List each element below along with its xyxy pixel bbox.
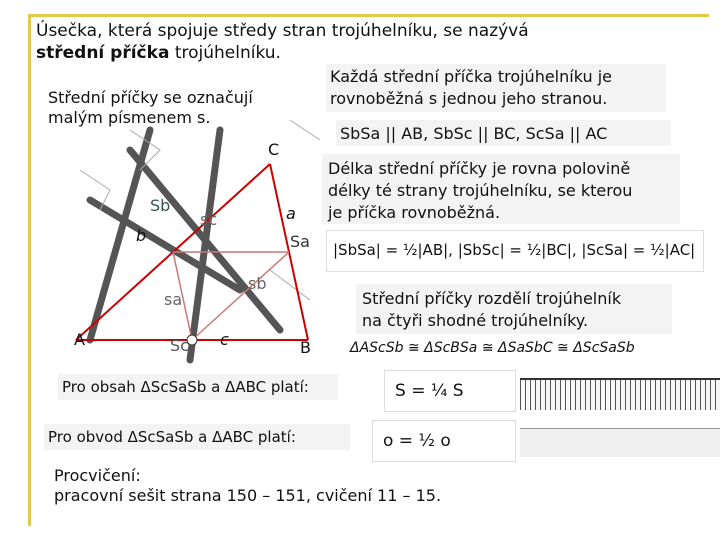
fact-parallel-line1: Každá střední příčka trojúhelníku je: [330, 67, 612, 86]
fact-relations: SbSa || AB, SbSc || BC, ScSa || AC: [340, 124, 608, 143]
area-formula-box: [384, 370, 516, 412]
fact-parallel-line2: rovnoběžná s jednou jeho stranou.: [330, 89, 608, 108]
fact-split-line2: na čtyři shodné trojúhelníky.: [362, 311, 589, 330]
perimeter-formula-box: [372, 420, 516, 462]
segment-sb-label: sb: [248, 274, 267, 293]
intro-bold: střední příčka: [36, 43, 170, 63]
intro-text: [36, 20, 529, 64]
notation-line1: Střední příčky se označují: [48, 88, 253, 107]
notation-line2: malým písmenem s.: [48, 108, 211, 127]
intro-line1: Úsečka, která spojuje středy stran trojúhelníku, se nazývá: [36, 21, 529, 41]
fact-length-line2: délky té strany trojúhelníku, se kterou: [328, 181, 633, 200]
vertex-a-label: A: [74, 330, 85, 349]
frame-left: [28, 14, 31, 526]
congruence-formula: ΔAScSb ≅ ΔScBSa ≅ ΔSaSbC ≅ ΔScSaSb: [350, 340, 635, 356]
perimeter-formula: o = ½ o: [383, 431, 451, 451]
midpoint-sa-label: Sa: [290, 232, 310, 251]
intro-line2-rest: trojúhelníku.: [169, 43, 281, 63]
midsegments: [173, 252, 289, 340]
frame-top: [28, 14, 709, 17]
fact-length: [328, 158, 632, 224]
fact-split: [362, 288, 621, 332]
length-formula: |SbSa| = ½|AB|, |SbSc| = ½|BC|, |ScSa| = ½|AC|: [333, 241, 696, 259]
length-formula-box: [326, 230, 704, 272]
fact-split-line1: Střední příčky rozdělí trojúhelník: [362, 289, 622, 308]
ruler2-decoration: [520, 428, 720, 457]
practice-line1: Procvičení:: [54, 466, 141, 485]
vertex-c-label: C: [268, 140, 280, 159]
ruler-decoration: [520, 378, 720, 410]
side-a-label: a: [286, 204, 296, 223]
area-label: Pro obsah ΔScSaSb a ΔABC platí:: [62, 378, 309, 396]
vertex-b-label: B: [300, 338, 311, 357]
sticks-decoration: [90, 130, 280, 360]
fact-length-line1: Délka střední příčky je rovna polovině: [328, 159, 631, 178]
intro-line2: [36, 42, 529, 64]
segment-sa-label: sa: [164, 290, 183, 309]
side-b-label: b: [136, 226, 147, 245]
side-c-label: c: [220, 330, 229, 349]
fact-parallel: [330, 66, 612, 110]
segment-sc-label: sc: [200, 210, 218, 229]
area-formula: S = ¼ S: [395, 381, 464, 401]
midpoint-sb-label: Sb: [150, 196, 171, 215]
fact-length-line3: je příčka rovnoběžná.: [328, 203, 501, 222]
perimeter-label: Pro obvod ΔScSaSb a ΔABC platí:: [48, 428, 296, 446]
congruence-box: [346, 336, 664, 362]
practice-text: [54, 466, 441, 506]
midpoint-sc-label: Sc: [170, 336, 189, 355]
practice-line2: pracovní sešit strana 150 – 151, cvičení 11 – 15.: [54, 486, 442, 505]
